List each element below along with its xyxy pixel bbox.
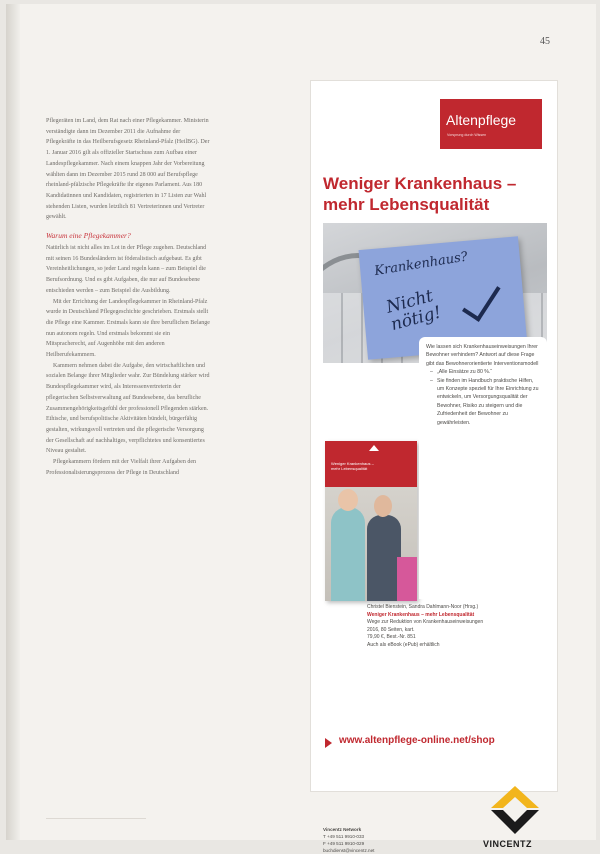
nurse-figure <box>331 507 365 601</box>
ad-headline <box>323 173 551 215</box>
vincentz-logo-text: VINCENTZ <box>483 839 532 849</box>
publisher-contact <box>323 826 374 854</box>
advertisement <box>310 80 558 853</box>
book-ebook-note: Auch als eBook (ePub) erhältlich <box>367 641 440 648</box>
article-paragraph-4: Kammern nehmen dabei die Aufgabe, den wirtschaftlichen und sozialen Belange ihrer Mitglieder wahr. Zur Bündelung stärker wird Bundespflegekammer wird, als Interessenvertreterin der pflegerischen Selbstverwaltung auf Bundesebene, das berufliche Zusammengehörigkeitsgefühl der professionell Pflegenden stärken. Ethische, und berufspolitische Aktivitäten bündelt, bürgerfähig gestalten, wirkungsvoll vertreten und die pflegerische Versorgung der Gesellschaft auf nachhaltiges, verpflichtetes und konsentiertes Niveau gestaltet. <box>46 362 210 455</box>
book-cover-title-line-2: mehr Lebensqualität <box>331 466 368 471</box>
vincentz-logo-icon <box>487 786 543 834</box>
callout-bullet-2: – Sie finden im Handbuch praktische Hilfen, um Konzepte speziell für Ihre Einrichtung zu entwickeln, um Versorgungsqualität der Bewohner, Risiko zu steigern und die Zufriedenheit der Bewohner zu gewährleisten. <box>437 377 540 427</box>
elderly-man-figure <box>367 515 401 601</box>
book-authors: Christel Bienstein, Sandra Dahlmann-Noor (Hrsg.) <box>367 604 479 610</box>
arrow-right-icon <box>325 738 332 748</box>
book-price: 79,90 €, Best.-Nr. 851 <box>367 634 416 641</box>
book-name: Weniger Krankenhaus – mehr Lebensqualität <box>367 611 475 618</box>
footer-line <box>46 818 146 819</box>
book-cover-photo <box>325 487 417 601</box>
brand-name: Altenpflege <box>446 112 517 128</box>
callout-bullet-1: – „Alle Einsätze zu 80 %.“ <box>437 368 540 376</box>
article-column <box>46 116 210 479</box>
page-number: 45 <box>540 36 550 47</box>
article-paragraph-5: Pflegekammern fördern mit der Vielfalt ihrer Aufgaben den Professionalisierungsprozess der Pflege in Deutschland <box>46 459 196 476</box>
book-subtitle: Wege zur Reduktion von Krankenhauseinweisungen <box>367 619 484 626</box>
book-logo-icon <box>369 445 379 451</box>
callout-intro: Wie lassen sich Krankenhauseinweisungen Ihrer Bewohner verhindern? Antwort auf diese Frage gibt das Bewohnerorientierte Interventionsmodell <box>426 344 539 367</box>
book-cover <box>325 441 417 601</box>
article-paragraph-1: Pflegeräten im Land, dem Rat nach einer Pflegekammer. Ministerin verständigte dann im Dezember 2011 die Aufnahme der Pflegekräfte in das Heilberufsgesetz Rheinland-Pfalz (HeilBG). Der 1. Januar 2016 gilt als offizieller Startschuss zum Aufbau einer Landespflegekammer. Nach einem knappen Jahr der Vorbereitung wählten dann im Dezember 2015 rund 28 000 auf Berufspflege rheinland-pfälzische Pflegekräfte ihr eigenes Parlament. Aus 180 Kandidatinnen und Kandidaten, registrierten in 17 Listen zur Wahl stehenden Listen, wurden letztlich 81 Vertreterinnen und Vertreter gewählt. <box>46 118 210 221</box>
ad-headline-line-2: mehr Lebensqualität <box>323 195 490 214</box>
book-credits <box>367 604 553 650</box>
checkmark-icon <box>462 277 501 321</box>
page-binding <box>6 4 20 840</box>
publisher-email[interactable]: buchdienst@vincentz.net <box>323 848 375 853</box>
brand-logo-box <box>440 99 542 149</box>
publisher-name: Vincentz Network <box>323 827 362 832</box>
brand-tagline: Vorsprung durch Wissen <box>447 133 487 137</box>
book-cover-title-line-1: Weniger Krankenhaus – <box>331 461 374 466</box>
article-paragraph-2: Natürlich ist nicht alles im Lot in der Pflege zugehen. Deutschland mit seinen 16 Bundesländern ist föderalistisch aufgebaut. Es gibt Vereinheitlichungen, so jeder Land regeln kann – zum Beispiel die Berufsordnung. Und es gibt Aufgaben, die nur auf Bundesebene entschieden werden – zum Beispiel die Ausbildung. <box>46 245 207 294</box>
book-pages: 2016, 80 Seiten, kart. <box>367 626 415 633</box>
third-person-figure <box>397 557 417 601</box>
publisher-phone: T +49 511 9910-033 <box>323 834 365 839</box>
elderly-man-head <box>374 495 392 517</box>
callout-list <box>419 368 547 427</box>
ad-callout-box <box>419 337 547 599</box>
ad-headline-line-1: Weniger Krankenhaus – <box>323 174 517 193</box>
shop-link[interactable]: www.altenpflege-online.net/shop <box>339 735 495 746</box>
nurse-head <box>338 489 358 511</box>
sticky-note-text-1: Krankenhaus? <box>373 249 469 280</box>
book-cover-title <box>331 461 411 479</box>
article-paragraph-3: Mit der Errichtung der Landespflegekammer in Rheinland-Pfalz wurde in Deutschland Pflegegeschichte geschrieben. Erstmals stellt die Pflege eine Kammer. Erstmals kann sie ihre beruflichen Belange nun autonom regeln. Und erstmals bekommt sie ein Mitspracherecht, auf Augenhöhe mit den anderen Heilberufekammern. <box>46 298 210 359</box>
article-heading: Warum eine Pflegekammer? <box>46 231 131 241</box>
sticky-note-text-2: Nicht nötig! <box>384 286 444 336</box>
publisher-fax: F +49 511 9910-029 <box>323 841 365 846</box>
